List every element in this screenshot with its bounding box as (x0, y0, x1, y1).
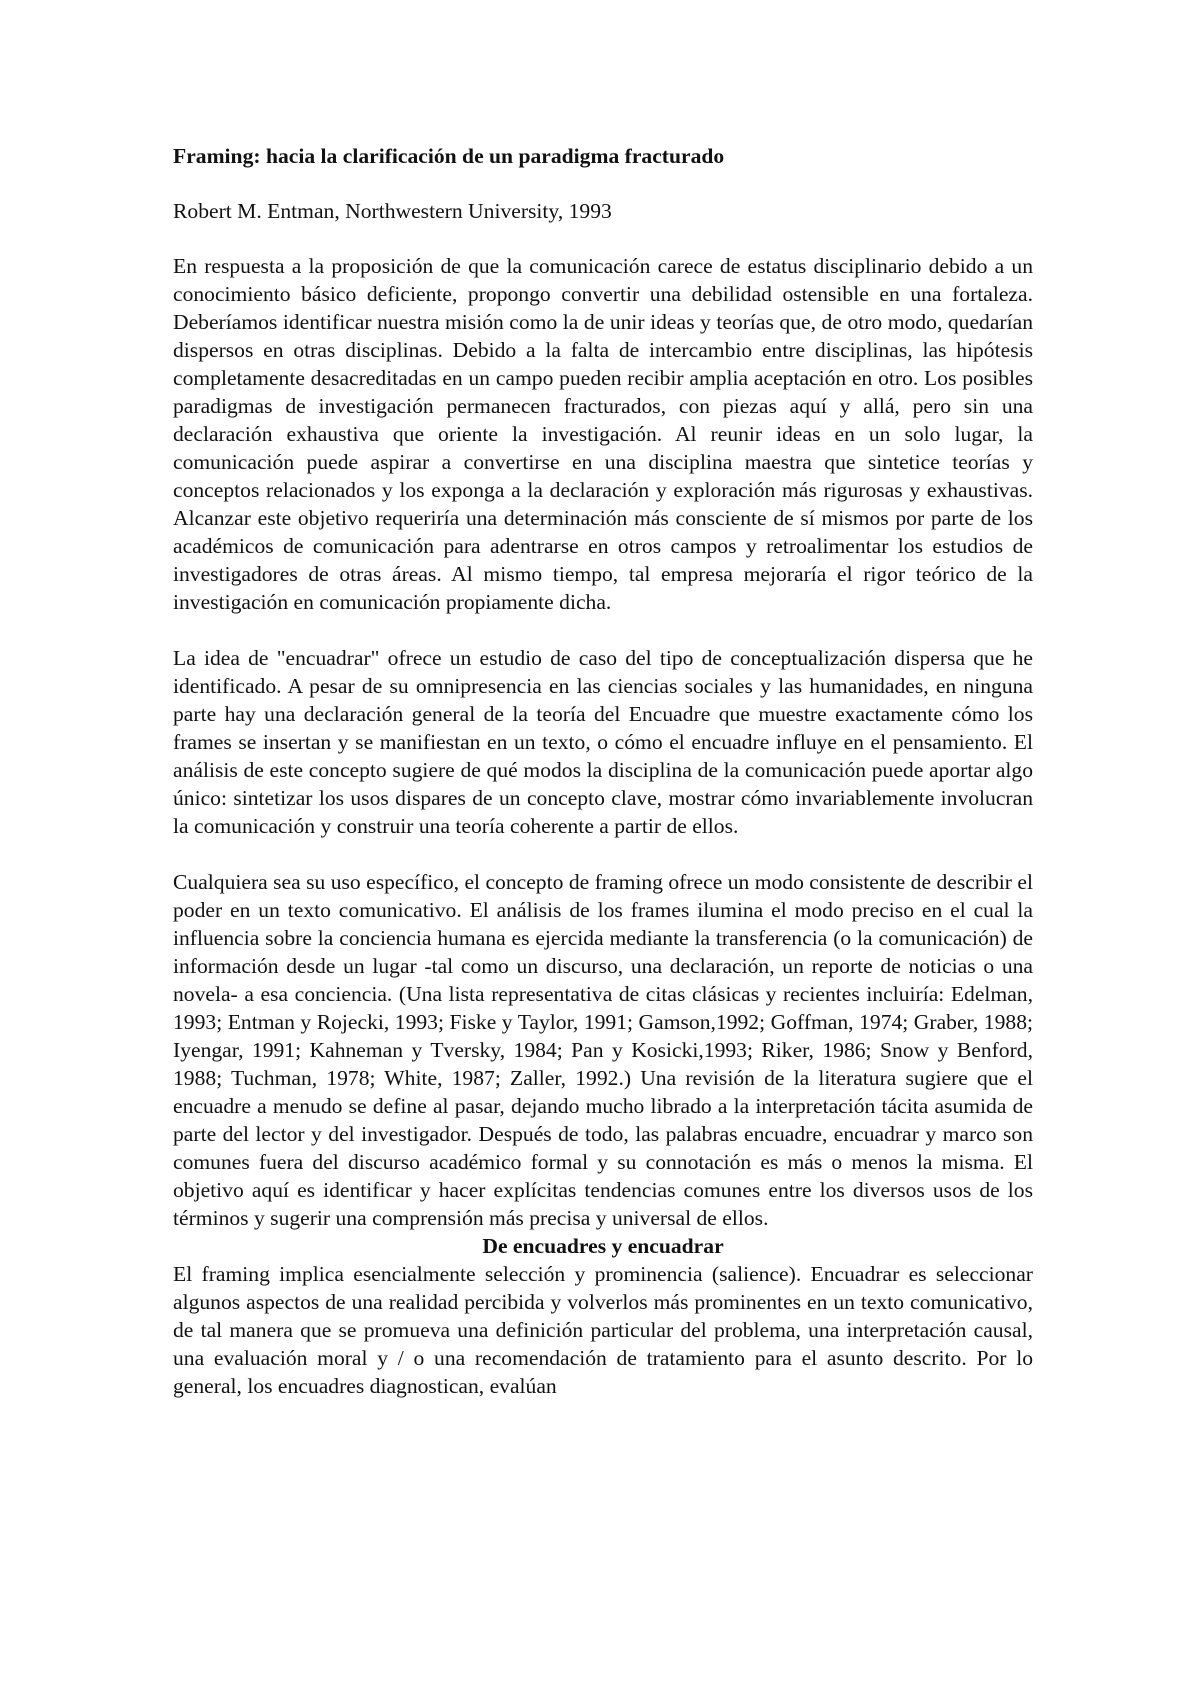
author-line: Robert M. Entman, Northwestern University, 1993 (173, 199, 612, 223)
document-body (173, 142, 1033, 1400)
section-heading: De encuadres y encuadrar (482, 1234, 724, 1258)
paragraph: La idea de "encuadrar" ofrece un estudio de caso del tipo de conceptualización dispersa que he identificado. A pesar de su omnipresencia en las ciencias sociales y las humanidades, en ninguna parte hay una declaración general de la teoría del Encuadre que muestre exactamente cómo los frames se insertan y se manifiestan en un texto, o cómo el encuadre influye en el pensamiento. El análisis de este concepto sugiere de qué modos la disciplina de la comunicación puede aportar algo único: sintetizar los usos dispares de un concepto clave, mostrar cómo invariablemente involucran la comunicación y construir una teoría coherente a partir de ellos. (173, 646, 1033, 838)
paragraph: Cualquiera sea su uso específico, el concepto de framing ofrece un modo consistente de describir el poder en un texto comunicativo. El análisis de los frames ilumina el modo preciso en el cual la influencia sobre la conciencia humana es ejercida mediante la transferencia (o la comunicación) de información desde un lugar -tal como un discurso, una declaración, un reporte de noticias o una novela- a esa conciencia. (Una lista representativa de citas clásicas y recientes incluiría: Edelman, 1993; Entman y Rojecki, 1993; Fiske y Taylor, 1991; Gamson,1992; Goffman, 1974; Graber, 1988; Iyengar, 1991; Kahneman y Tversky, 1984; Pan y Kosicki,1993; Riker, 1986; Snow y Benford, 1988; Tuchman, 1978; White, 1987; Zaller, 1992.) Una revisión de la literatura sugiere que el encuadre a menudo se define al pasar, dejando mucho librado a la interpretación tácita asumida de parte del lector y del investigador. Después de todo, las palabras encuadre, encuadrar y marco son comunes fuera del discurso académico formal y su connotación es más o menos la misma. El objetivo aquí es identificar y hacer explícitas tendencias comunes entre los diversos usos de los términos y sugerir una comprensión más precisa y universal de ellos. (173, 870, 1033, 1230)
section-paragraph: El framing implica esencialmente selección y prominencia (salience). Encuadrar es seleccionar algunos aspectos de una realidad percibida y volverlos más prominentes en un texto comunicativo, de tal manera que se promueva una definición particular del problema, una interpretación causal, una evaluación moral y / o una recomendación de tratamiento para el asunto descrito. Por lo general, los encuadres diagnostican, evalúan (173, 1262, 1033, 1398)
document-title: Framing: hacia la clarificación de un paradigma fracturado (173, 144, 725, 168)
paragraph: En respuesta a la proposición de que la comunicación carece de estatus disciplinario debido a un conocimiento básico deficiente, propongo convertir una debilidad ostensible en una fortaleza. Deberíamos identificar nuestra misión como la de unir ideas y teorías que, de otro modo, quedarían dispersos en otras disciplinas. Debido a la falta de intercambio entre disciplinas, las hipótesis completamente desacreditadas en un campo pueden recibir amplia aceptación en otro. Los posibles paradigmas de investigación permanecen fracturados, con piezas aquí y allá, pero sin una declaración exhaustiva que oriente la investigación. Al reunir ideas en un solo lugar, la comunicación puede aspirar a convertirse en una disciplina maestra que sintetice teorías y conceptos relacionados y los exponga a la declaración y exploración más rigurosas y exhaustivas. Alcanzar este objetivo requeriría una determinación más consciente de sí mismos por parte de los académicos de comunicación para adentrarse en otros campos y retroalimentar los estudios de investigadores de otras áreas. Al mismo tiempo, tal empresa mejoraría el rigor teórico de la investigación en comunicación propiamente dicha. (173, 254, 1033, 614)
